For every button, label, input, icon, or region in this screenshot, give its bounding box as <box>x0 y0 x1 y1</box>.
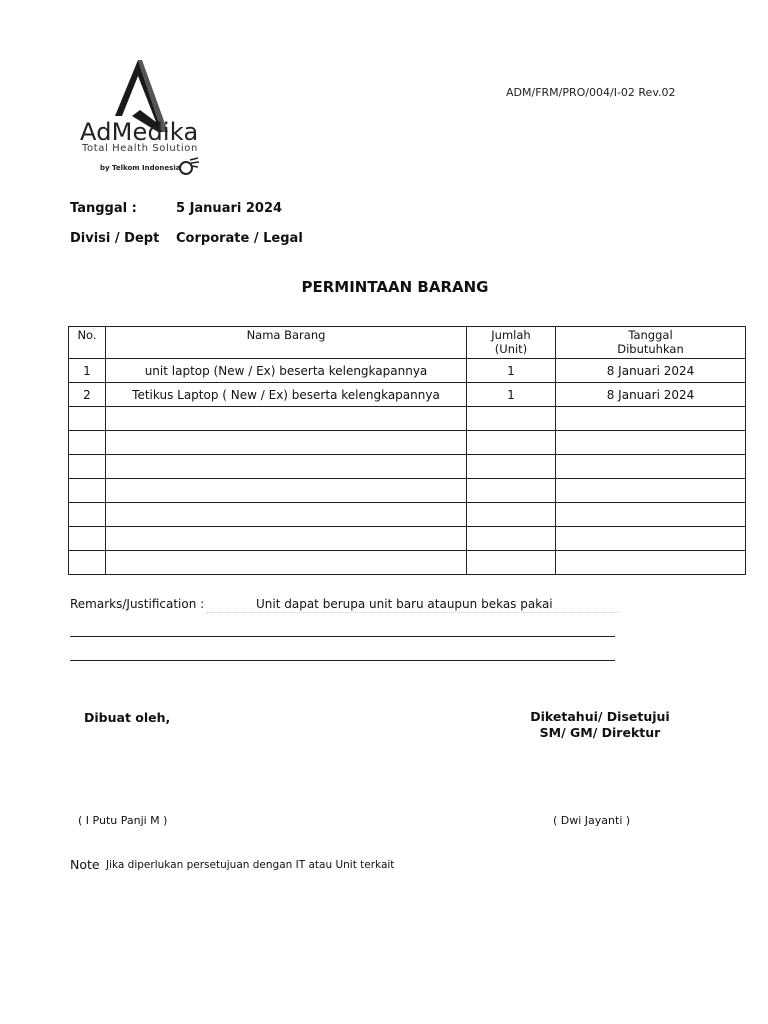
logo-byline: by Telkom Indonesia <box>100 164 181 172</box>
cell-no <box>69 431 106 455</box>
cell-qty <box>467 551 556 575</box>
table-row <box>69 551 746 575</box>
cell-name <box>106 431 467 455</box>
document-reference: ADM/FRM/PRO/004/I-02 Rev.02 <box>506 86 676 99</box>
cell-name <box>106 527 467 551</box>
date-value: 5 Januari 2024 <box>176 201 283 216</box>
cell-date: 8 Januari 2024 <box>556 359 746 383</box>
note-text: Jika diperlukan persetujuan dengan IT atau Unit terkait <box>106 859 395 871</box>
column-header-date-line1: Tanggal <box>628 328 673 342</box>
logo-brand-text: AdMedika <box>80 118 199 146</box>
cell-no <box>69 551 106 575</box>
column-header-no <box>69 327 106 359</box>
column-header-date <box>556 327 746 359</box>
table-row <box>69 479 746 503</box>
table-row <box>69 527 746 551</box>
signature-left-name: ( I Putu Panji M ) <box>78 814 168 827</box>
cell-name <box>106 551 467 575</box>
signature-right-title <box>500 709 700 741</box>
cell-qty <box>467 407 556 431</box>
cell-qty <box>467 527 556 551</box>
cell-name <box>106 503 467 527</box>
remarks-underline <box>206 612 620 613</box>
table-row <box>69 383 746 407</box>
cell-no: 2 <box>69 383 106 407</box>
cell-name: Tetikus Laptop ( New / Ex) beserta kelengkapannya <box>106 383 467 407</box>
column-header-qty-line1: Jumlah <box>491 328 531 342</box>
signature-right-title-line2: SM/ GM/ Direktur <box>539 725 661 740</box>
table-row <box>69 359 746 383</box>
column-header-name-text: Nama Barang <box>246 328 326 342</box>
cell-name <box>106 407 467 431</box>
cell-no: 1 <box>69 359 106 383</box>
signature-right-name: ( Dwi Jayanti ) <box>553 814 631 827</box>
cell-no <box>69 407 106 431</box>
table-row <box>69 503 746 527</box>
cell-name <box>106 455 467 479</box>
cell-no <box>69 479 106 503</box>
table-row <box>69 431 746 455</box>
cell-qty <box>467 455 556 479</box>
cell-date <box>556 503 746 527</box>
cell-no <box>69 527 106 551</box>
cell-qty: 1 <box>467 383 556 407</box>
remarks-blank-line-1 <box>70 636 615 637</box>
cell-no <box>69 503 106 527</box>
division-label: Divisi / Dept <box>70 231 160 246</box>
telkom-icon <box>178 156 200 176</box>
cell-qty: 1 <box>467 359 556 383</box>
column-header-qty <box>467 327 556 359</box>
form-title: PERMINTAAN BARANG <box>301 278 489 296</box>
cell-date <box>556 527 746 551</box>
logo-tagline: Total Health Solution <box>82 143 198 154</box>
cell-name: unit laptop (New / Ex) beserta kelengkapannya <box>106 359 467 383</box>
remarks-label: Remarks/Justification : <box>70 597 205 611</box>
column-header-date-line2: Dibutuhkan <box>617 342 684 356</box>
cell-qty <box>467 431 556 455</box>
table-row <box>69 455 746 479</box>
cell-date <box>556 431 746 455</box>
remarks-value: Unit dapat berupa unit baru ataupun bekas pakai <box>256 597 553 611</box>
cell-no <box>69 455 106 479</box>
cell-qty <box>467 479 556 503</box>
cell-date <box>556 479 746 503</box>
items-table <box>68 326 746 575</box>
division-value: Corporate / Legal <box>176 231 303 246</box>
note-label: Note <box>70 857 100 872</box>
cell-qty <box>467 503 556 527</box>
cell-date <box>556 407 746 431</box>
cell-date <box>556 455 746 479</box>
date-label: Tanggal : <box>70 201 137 216</box>
table-header-row <box>69 327 746 359</box>
signature-left-title: Dibuat oleh, <box>84 710 171 725</box>
cell-date: 8 Januari 2024 <box>556 383 746 407</box>
column-header-qty-line2: (Unit) <box>494 342 528 356</box>
signature-right-title-line1: Diketahui/ Disetujui <box>530 709 670 724</box>
column-header-no-text: No. <box>77 328 97 342</box>
column-header-name <box>106 327 467 359</box>
table-row <box>69 407 746 431</box>
cell-name <box>106 479 467 503</box>
remarks-blank-line-2 <box>70 660 615 661</box>
cell-date <box>556 551 746 575</box>
